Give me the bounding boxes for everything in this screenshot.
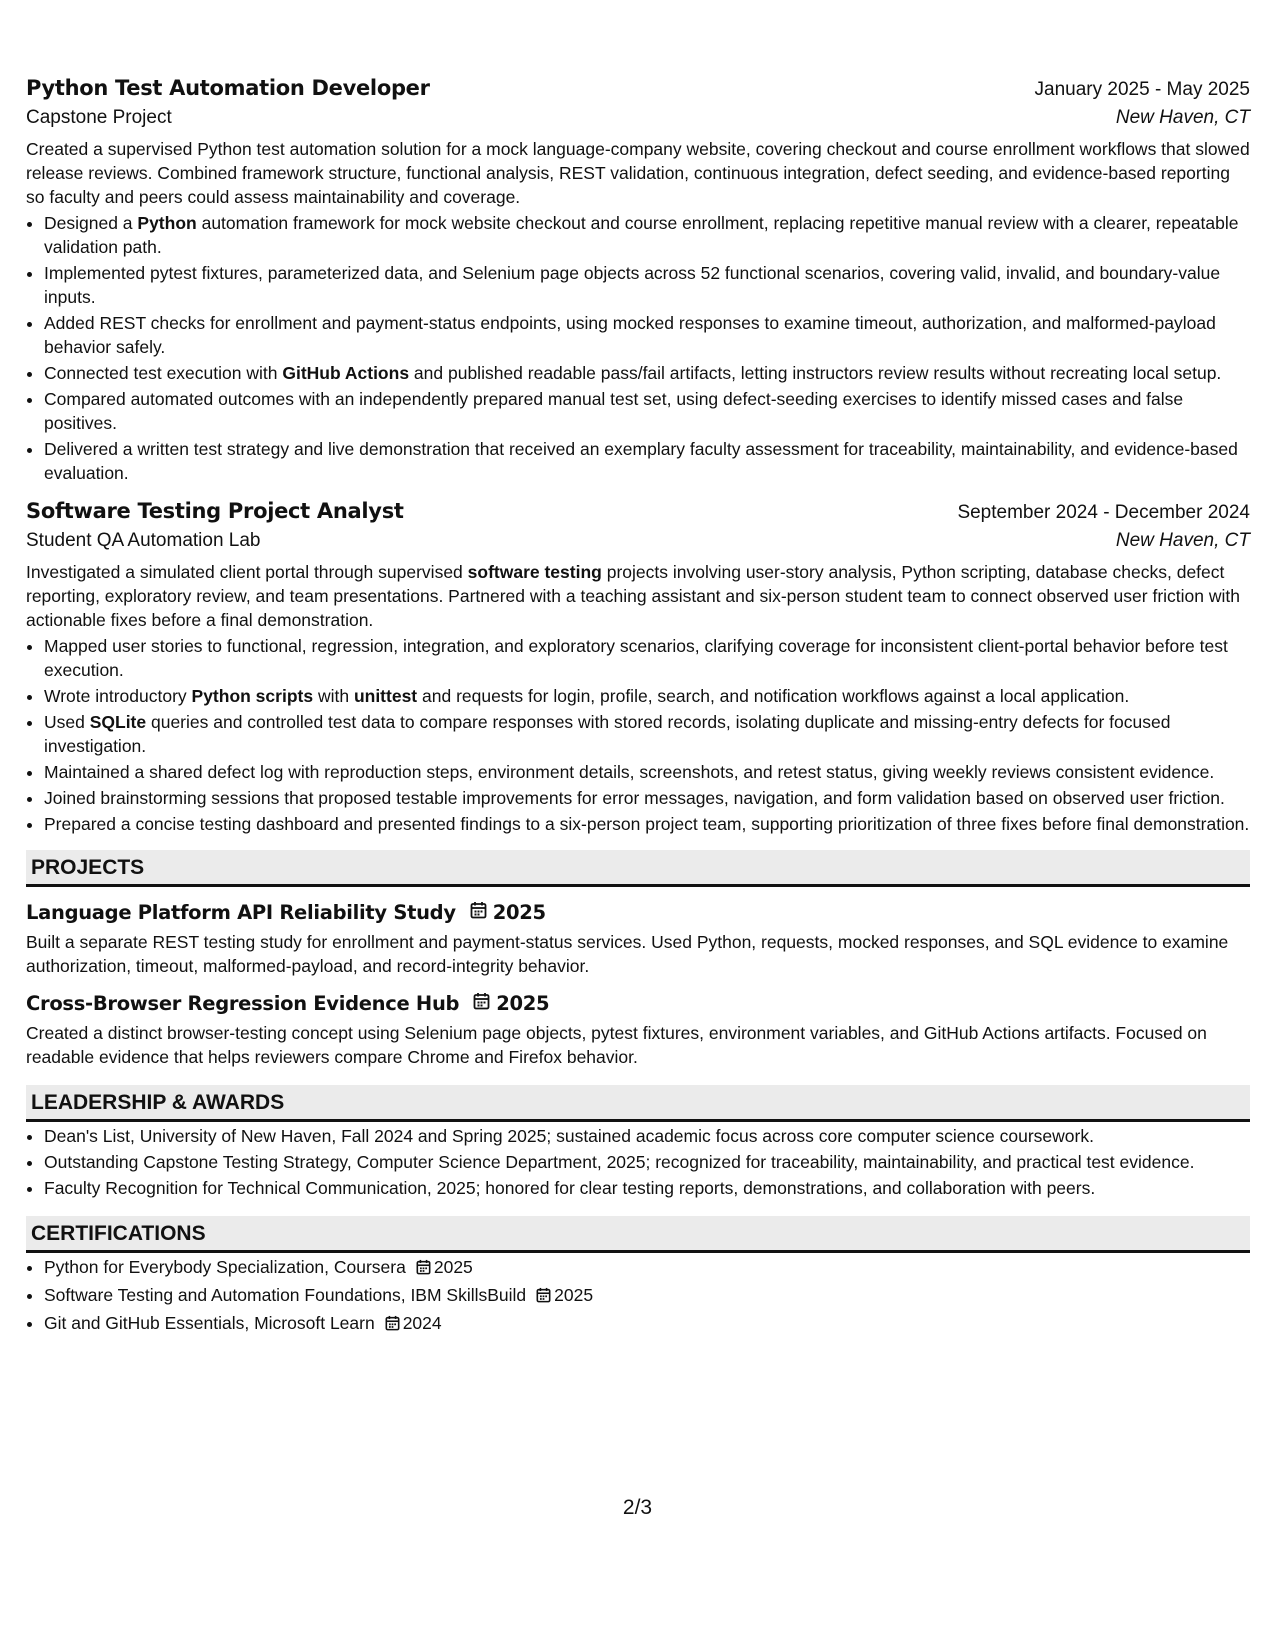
list-item: • Dean's List, University of New Haven, Fall 2024 and Spring 2025; sustained academic focus across core computer science coursework.: [44, 1124, 1250, 1148]
experience-entry: [26, 499, 1250, 836]
project-item: [26, 992, 1250, 1069]
project-title: Language Platform API Reliability Study: [26, 901, 456, 924]
list-item: [44, 1255, 1250, 1281]
calendar-icon: [473, 992, 490, 1015]
job-dates: January 2025 - May 2025: [1034, 79, 1250, 100]
section-header-certifications: CERTIFICATIONS: [26, 1216, 1250, 1253]
job-bullets: [26, 211, 1250, 485]
certification-year: 2025: [554, 1285, 594, 1305]
list-item: [44, 1311, 1250, 1337]
list-item: • Wrote introductory Python scripts with unittest and requests for login, profile, search, and notification workflows against a local application.: [44, 684, 1250, 708]
resume-page: [26, 76, 1250, 1339]
experience-entry: [26, 76, 1250, 485]
project-item: [26, 901, 1250, 978]
page-number: 2/3: [622, 1496, 653, 1519]
list-item: • Connected test execution with GitHub Actions and published readable pass/fail artifacts, letting instructors review results without recreating local setup.: [44, 361, 1250, 385]
project-description: Built a separate REST testing study for enrollment and payment-status services. Used Python, requests, mocked responses, and SQL evidence to examine authorization, timeout, malformed-payload, and record-integrity behavior.: [26, 932, 1229, 976]
list-item: • Added REST checks for enrollment and payment-status endpoints, using mocked responses to examine timeout, authorization, and malformed-payload behavior safely.: [44, 311, 1250, 359]
certification-name: Software Testing and Automation Foundations, IBM SkillsBuild: [44, 1285, 527, 1305]
list-item: • Faculty Recognition for Technical Communication, 2025; honored for clear testing reports, demonstrations, and collaboration with peers.: [44, 1176, 1250, 1200]
job-title: Python Test Automation Developer: [26, 76, 430, 100]
calendar-icon: [416, 1257, 431, 1281]
calendar-icon: [536, 1285, 551, 1309]
certification-year: 2024: [402, 1313, 442, 1333]
certification-name: Python for Everybody Specialization, Coursera: [44, 1257, 406, 1277]
job-dates: September 2024 - December 2024: [957, 502, 1250, 523]
list-item: • Maintained a shared defect log with reproduction steps, environment details, screenshots, and retest status, giving weekly reviews consistent evidence.: [44, 760, 1250, 784]
project-title: Cross-Browser Regression Evidence Hub: [26, 992, 460, 1015]
bold-keyword: GitHub Actions: [282, 363, 410, 383]
project-year: 2025: [496, 992, 550, 1015]
bold-keyword: SQLite: [89, 712, 147, 732]
certification-year: 2025: [433, 1257, 473, 1277]
calendar-icon: [385, 1313, 400, 1337]
list-item: • Prepared a concise testing dashboard and presented findings to a six-person project team, supporting prioritization of three fixes before final demonstration.: [44, 812, 1250, 836]
bold-keyword: Python: [137, 213, 197, 233]
list-item: • Mapped user stories to functional, regression, integration, and exploratory scenarios, clarifying coverage for inconsistent client-portal behavior before test execution.: [44, 634, 1250, 682]
job-summary: Investigated a simulated client portal through supervised software testing projects involving user-story analysis, Python scripting, database checks, defect reporting, exploratory review, and team presentations. Partnered with a teaching assistant and six-person student team to connect observed user friction with actionable fixes before a final demonstration.: [26, 562, 1240, 630]
list-item: [44, 1283, 1250, 1309]
section-header-projects: PROJECTS: [26, 850, 1250, 887]
project-description: Created a distinct browser-testing concept using Selenium page objects, pytest fixtures, environment variables, and GitHub Actions artifacts. Focused on readable evidence that helps reviewers compare Chrome and Firefox behavior.: [26, 1023, 1207, 1067]
list-item: • Designed a Python automation framework for mock website checkout and course enrollment, replacing repetitive manual review with a clearer, repeatable validation path.: [44, 211, 1250, 259]
location: New Haven, CT: [1115, 107, 1250, 128]
list-item: • Joined brainstorming sessions that proposed testable improvements for error messages, navigation, and form validation based on observed user friction.: [44, 786, 1250, 810]
job-title: Software Testing Project Analyst: [26, 499, 404, 523]
list-item: • Used SQLite queries and controlled test data to compare responses with stored records, isolating duplicate and missing-entry defects for focused investigation.: [44, 710, 1250, 758]
job-summary: Created a supervised Python test automation solution for a mock language-company website, covering checkout and course enrollment workflows that slowed release reviews. Combined framework structure, functional analysis, REST validation, continuous integration, defect seeding, and evidence-based reporting so faculty and peers could assess maintainability and coverage.: [26, 139, 1250, 207]
list-item: • Outstanding Capstone Testing Strategy, Computer Science Department, 2025; recognized for traceability, maintainability, and practical test evidence.: [44, 1150, 1250, 1174]
list-item: • Compared automated outcomes with an independently prepared manual test set, using defect-seeding exercises to identify missed cases and false positives.: [44, 387, 1250, 435]
calendar-icon: [470, 901, 487, 924]
certifications-list: [26, 1255, 1250, 1337]
organization: Student QA Automation Lab: [26, 530, 261, 551]
bold-keyword: software testing: [467, 562, 602, 582]
bold-keyword: unittest: [353, 686, 418, 706]
certification-name: Git and GitHub Essentials, Microsoft Learn: [44, 1313, 375, 1333]
bold-keyword: Python scripts: [191, 686, 314, 706]
job-bullets: [26, 634, 1250, 836]
list-item: • Implemented pytest fixtures, parameterized data, and Selenium page objects across 52 functional scenarios, covering valid, invalid, and boundary-value inputs.: [44, 261, 1250, 309]
location: New Haven, CT: [1115, 530, 1250, 551]
section-header-leadership: LEADERSHIP & AWARDS: [26, 1085, 1250, 1122]
leadership-list: [26, 1124, 1250, 1200]
projects-list: [26, 901, 1250, 1069]
organization: Capstone Project: [26, 107, 172, 128]
project-year: 2025: [492, 901, 546, 924]
list-item: • Delivered a written test strategy and live demonstration that received an exemplary faculty assessment for traceability, maintainability, and evidence-based evaluation.: [44, 437, 1250, 485]
